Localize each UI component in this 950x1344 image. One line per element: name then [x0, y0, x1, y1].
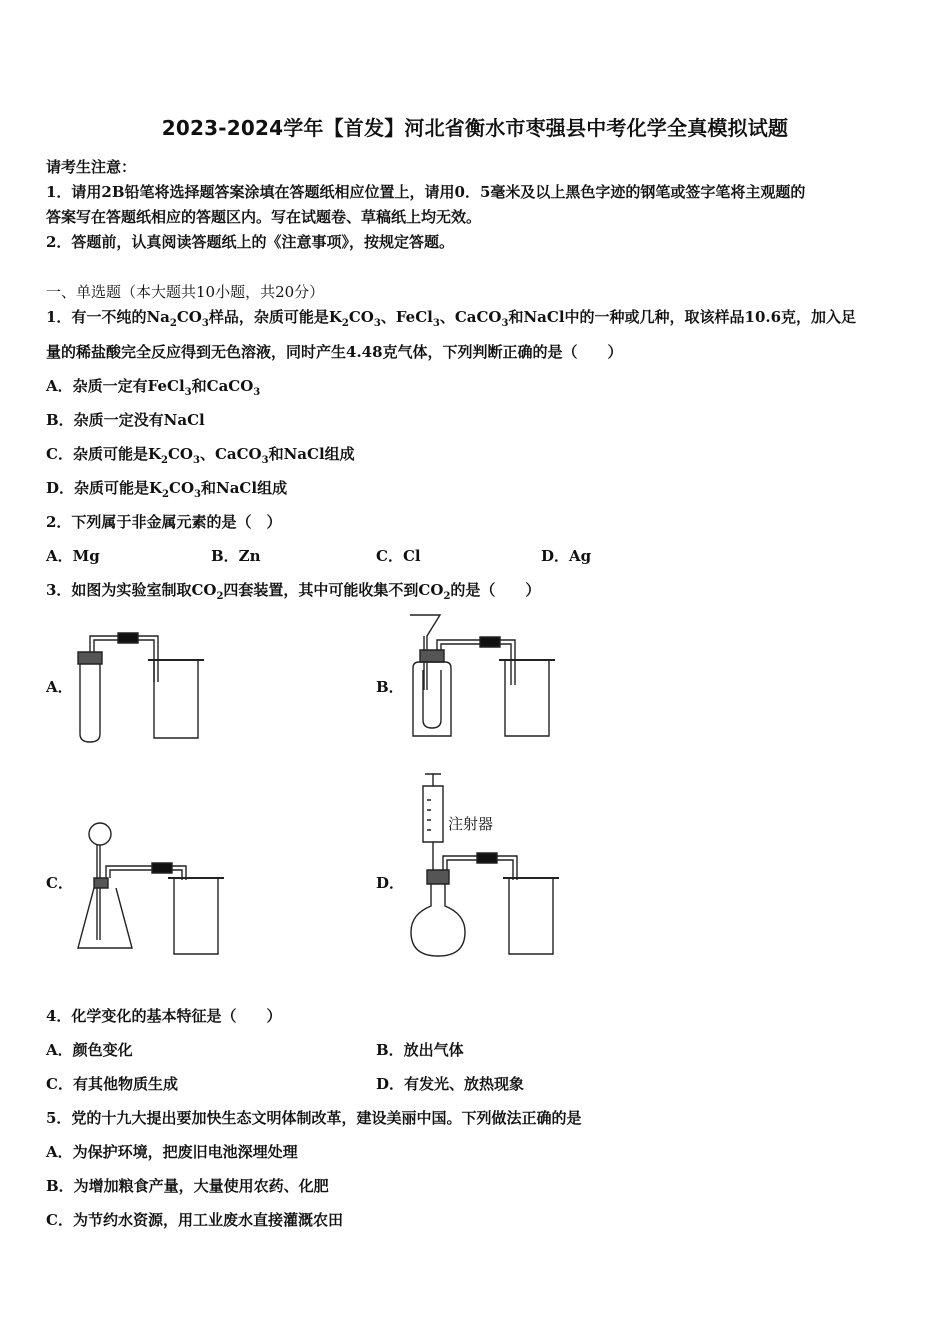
q1-sub: 2	[162, 489, 170, 500]
q1-sub: 3	[192, 455, 200, 466]
q1-c-t2: CO	[167, 445, 193, 463]
q1-d-t2: CO	[169, 479, 195, 497]
q5-stem: 5．党的十九大提出要加快生态文明体制改革，建设美丽中国。下列做法正确的是	[46, 1109, 582, 1127]
q2-option-a: A．Mg	[46, 547, 100, 565]
gas-jar	[154, 660, 198, 738]
q3-t2: 四套装置，其中可能收集不到CO	[223, 581, 444, 599]
q3-stem	[46, 579, 540, 602]
q1-d-t3: 和NaCl组成	[201, 479, 288, 497]
q3-t1: 3．如图为实验室制取CO	[46, 581, 217, 599]
stopper	[78, 652, 102, 664]
q1-sub: 3	[201, 318, 209, 329]
syringe-label: 注射器	[448, 815, 494, 833]
q1-sub: 3	[501, 318, 509, 329]
q1-t1: 1．有一不纯的Na	[46, 308, 170, 326]
q1-stem-line1	[46, 306, 856, 329]
q1-sub: 3	[253, 387, 261, 398]
q1-t3: 样品，杂质可能是K	[208, 308, 342, 326]
thistle-funnel	[89, 823, 111, 845]
conical-flask	[78, 888, 132, 948]
q4-stem: 4．化学变化的基本特征是（ ）	[46, 1007, 282, 1025]
gas-jar	[509, 878, 553, 954]
apparatus-c	[70, 820, 230, 960]
rubber-joint	[477, 853, 497, 863]
q1-t5: 、FeCl	[380, 308, 433, 326]
q1-sub: 3	[373, 318, 381, 329]
q1-c-t3: 、CaCO	[199, 445, 262, 463]
q1-t6: 、CaCO	[439, 308, 502, 326]
syringe-barrel	[423, 786, 443, 842]
apparatus-a	[70, 630, 220, 745]
q1-option-b: B．杂质一定没有NaCl	[46, 411, 205, 429]
q4-option-b: B．放出气体	[376, 1041, 464, 1059]
q3-sub: 2	[443, 591, 451, 602]
q3-t3: 的是（ ）	[450, 581, 541, 599]
q1-t2: CO	[176, 308, 202, 326]
q4-option-d: D．有发光、放热现象	[376, 1075, 525, 1093]
q3-label-d: D．	[376, 874, 405, 892]
rubber-joint	[118, 633, 138, 643]
q1-sub: 3	[261, 455, 269, 466]
apparatus-b	[405, 610, 565, 745]
q1-stem-line2: 量的稀盐酸完全反应得到无色溶液，同时产生4.48克气体，下列判断正确的是（ ）	[46, 343, 623, 361]
notice-item-1-cont: 答案写在答题纸相应的答题区内。写在试题卷、草稿纸上均无效。	[46, 208, 482, 226]
notice-item-2: 2．答题前，认真阅读答题纸上的《注意事项》，按规定答题。	[46, 233, 454, 251]
q1-option-d	[46, 477, 287, 500]
q2-option-d: D．Ag	[541, 547, 592, 565]
q1-d-t1: D．杂质可能是K	[46, 479, 163, 497]
q2-option-c: C．Cl	[376, 547, 421, 565]
syringe-plunger	[425, 774, 441, 786]
q4-option-c: C．有其他物质生成	[46, 1075, 178, 1093]
q1-t7: 和NaCl中的一种或几种，取该样品10.6克，加入足	[508, 308, 857, 326]
q3-label-a: A．	[46, 678, 73, 696]
gas-jar	[174, 878, 218, 954]
q1-option-a	[46, 375, 260, 398]
q1-c-t1: C．杂质可能是K	[46, 445, 161, 463]
q1-a-t2: 和CaCO	[191, 377, 254, 395]
q4-option-a: A．颜色变化	[46, 1041, 133, 1059]
q1-sub: 3	[432, 318, 440, 329]
notice-heading: 请考生注意：	[46, 158, 137, 176]
q1-option-c	[46, 443, 355, 466]
q1-sub: 2	[169, 318, 177, 329]
section-heading: 一、单选题（本大题共10小题，共20分）	[46, 283, 325, 301]
stopper	[94, 878, 108, 888]
page-title: 2023-2024学年【首发】河北省衡水市枣强县中考化学全真模拟试题	[161, 116, 789, 140]
q5-option-a: A．为保护环境，把废旧电池深埋处理	[46, 1143, 298, 1161]
q1-c-t4: 和NaCl组成	[268, 445, 355, 463]
q3-sub: 2	[216, 591, 224, 602]
q1-t4: CO	[348, 308, 374, 326]
round-flask	[411, 884, 465, 956]
q3-label-b: B．	[376, 678, 404, 696]
q5-option-c: C．为节约水资源，用工业废水直接灌溉农田	[46, 1211, 343, 1229]
q1-a-t1: A．杂质一定有FeCl	[46, 377, 185, 395]
q1-sub: 2	[341, 318, 349, 329]
stopper	[427, 870, 449, 884]
stopper	[420, 650, 444, 662]
q1-sub: 3	[184, 387, 192, 398]
wide-bottle	[413, 662, 451, 736]
rubber-joint	[152, 863, 172, 873]
q1-sub: 3	[194, 489, 201, 500]
q2-option-b: B．Zn	[211, 547, 261, 565]
rubber-joint	[480, 637, 500, 647]
notice-item-1: 1．请用2B铅笔将选择题答案涂填在答题纸相应位置上，请用0．5毫米及以上黑色字迹的钢笔或签字笔将主观题的	[46, 183, 806, 201]
q3-label-c: C．	[46, 874, 73, 892]
q5-option-b: B．为增加粮食产量，大量使用农药、化肥	[46, 1177, 329, 1195]
q2-stem: 2．下列属于非金属元素的是（ ）	[46, 513, 282, 531]
apparatus-d	[405, 770, 570, 965]
small-tube	[423, 670, 441, 728]
test-tube	[80, 662, 100, 742]
q1-sub: 2	[160, 455, 168, 466]
